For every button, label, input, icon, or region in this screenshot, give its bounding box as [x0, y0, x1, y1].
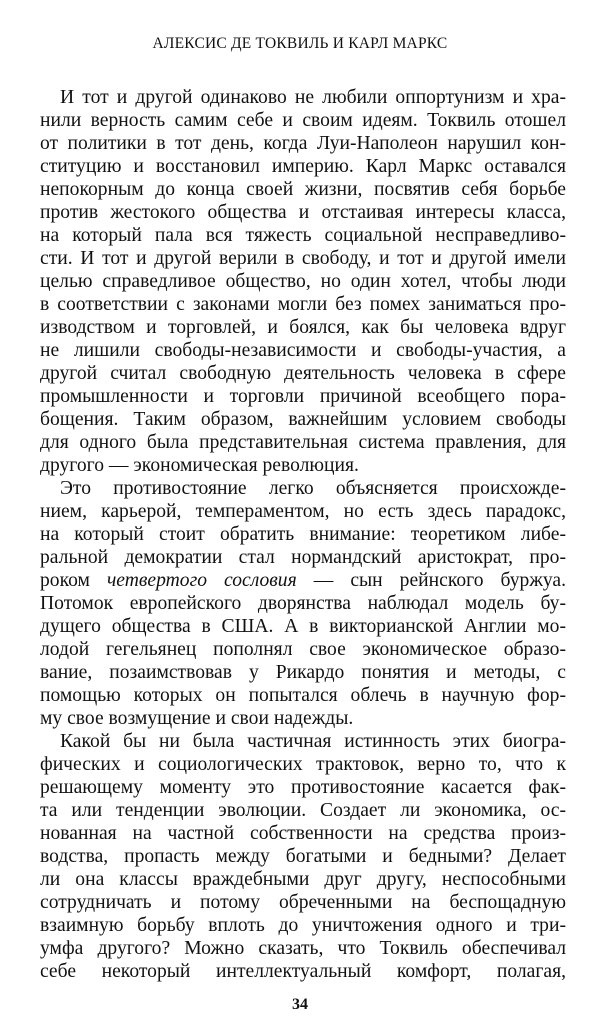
text-line: для одного была представительная система правления, для — [40, 432, 566, 453]
page-number: 34 — [292, 996, 308, 1013]
text-line: на который стоит обратить внимание: теоретиком либе- — [40, 524, 566, 545]
text-line: И тот и другой одинаково не любили оппортунизм и хра- — [60, 87, 566, 108]
text-line: сти. И тот и другой верили в свободу, и тот и другой имели — [40, 248, 566, 269]
text-line: ральной демократии стал нормандский аристократ, про- — [40, 547, 566, 568]
text-line: бощения. Таким образом, важнейшим условием свободы — [40, 409, 566, 430]
text-line: промышленности и торговли причиной всеобщего пора- — [40, 386, 566, 407]
text-line: нованная на частной собственности на средства произ- — [40, 823, 566, 844]
text-line: вание, позаимствовав у Рикардо понятия и методы, с — [40, 662, 566, 683]
text-line: изводством и торговлей, и боялся, как бы человека вдруг — [40, 317, 566, 338]
text-line: водства, пропасть между богатыми и бедными? Делает — [40, 846, 566, 867]
text-line: нием, карьерой, темпераментом, но есть здесь парадокс, — [40, 501, 566, 522]
text-line — [40, 569, 566, 592]
text-line: непокорным до конца своей жизни, посвятив себя борьбе — [40, 179, 566, 200]
text-line: му свое возмущение и свои надежды. — [40, 708, 354, 729]
text-line: помощью которых он попытался облечь в научную фор- — [40, 685, 566, 706]
text-segment: роком — [40, 570, 107, 591]
text-line: дущего общества в США. А в викторианской Англии мо- — [40, 616, 566, 637]
running-head: АЛЕКСИС ДЕ ТОКВИЛЬ И КАРЛ МАРКС — [152, 35, 448, 52]
text-line: сотрудничать и потому обреченными на беспощадную — [40, 892, 566, 913]
text-line: умфа другого? Можно сказать, что Токвиль обеспечивал — [40, 938, 566, 959]
text-line: лодой гегельянец пополнял свое экономическое образо- — [40, 639, 566, 660]
text-line: на который пала вся тяжесть социальной несправедливо- — [40, 225, 566, 246]
text-line: нили верность самим себе и своим идеям. Токвиль отошел — [40, 110, 566, 131]
text-line: ли она классы враждебными друг другу, неспособными — [40, 869, 566, 890]
text-segment: — сын рейнского буржуа. — [296, 570, 566, 591]
text-line: целью справедливое общество, но один хотел, чтобы люди — [40, 271, 566, 292]
italic-emphasis: четвертого сословия — [106, 570, 297, 591]
text-line: Потомок европейского дворянства наблюдал модель бу- — [40, 593, 566, 614]
paragraph — [40, 86, 566, 477]
text-line: ституцию и восстановил империю. Карл Маркс оставался — [40, 156, 566, 177]
text-line: против жестокого общества и отстаивая интересы класса, — [40, 202, 566, 223]
text-line: взаимную борьбу вплоть до уничтожения одного и три- — [40, 915, 566, 936]
text-line: та или тенденции эволюции. Создает ли экономика, ос- — [40, 800, 566, 821]
text-line: не лишили свободы-независимости и свободы-участия, а — [40, 340, 566, 361]
text-line: Это противостояние легко объясняется происхожде- — [60, 478, 566, 499]
text-line: фических и социологических трактовок, верно то, что к — [40, 754, 566, 775]
text-line: в соответствии с законами могли без помех заниматься про- — [40, 294, 566, 315]
body-text — [40, 86, 566, 983]
text-line: Какой бы ни была частичная истинность этих биогра- — [60, 731, 566, 752]
paragraph — [40, 730, 566, 983]
text-line: другой считал свободную деятельность человека в сфере — [40, 363, 566, 384]
text-line: от политики в тот день, когда Луи-Наполеон нарушил кон- — [40, 133, 566, 154]
text-line: решающему моменту это противостояние касается фак- — [40, 777, 566, 798]
text-line: другого — экономическая революция. — [40, 455, 359, 476]
text-line: себе некоторый интеллектуальный комфорт, полагая, — [40, 961, 566, 982]
paragraph — [40, 477, 566, 730]
